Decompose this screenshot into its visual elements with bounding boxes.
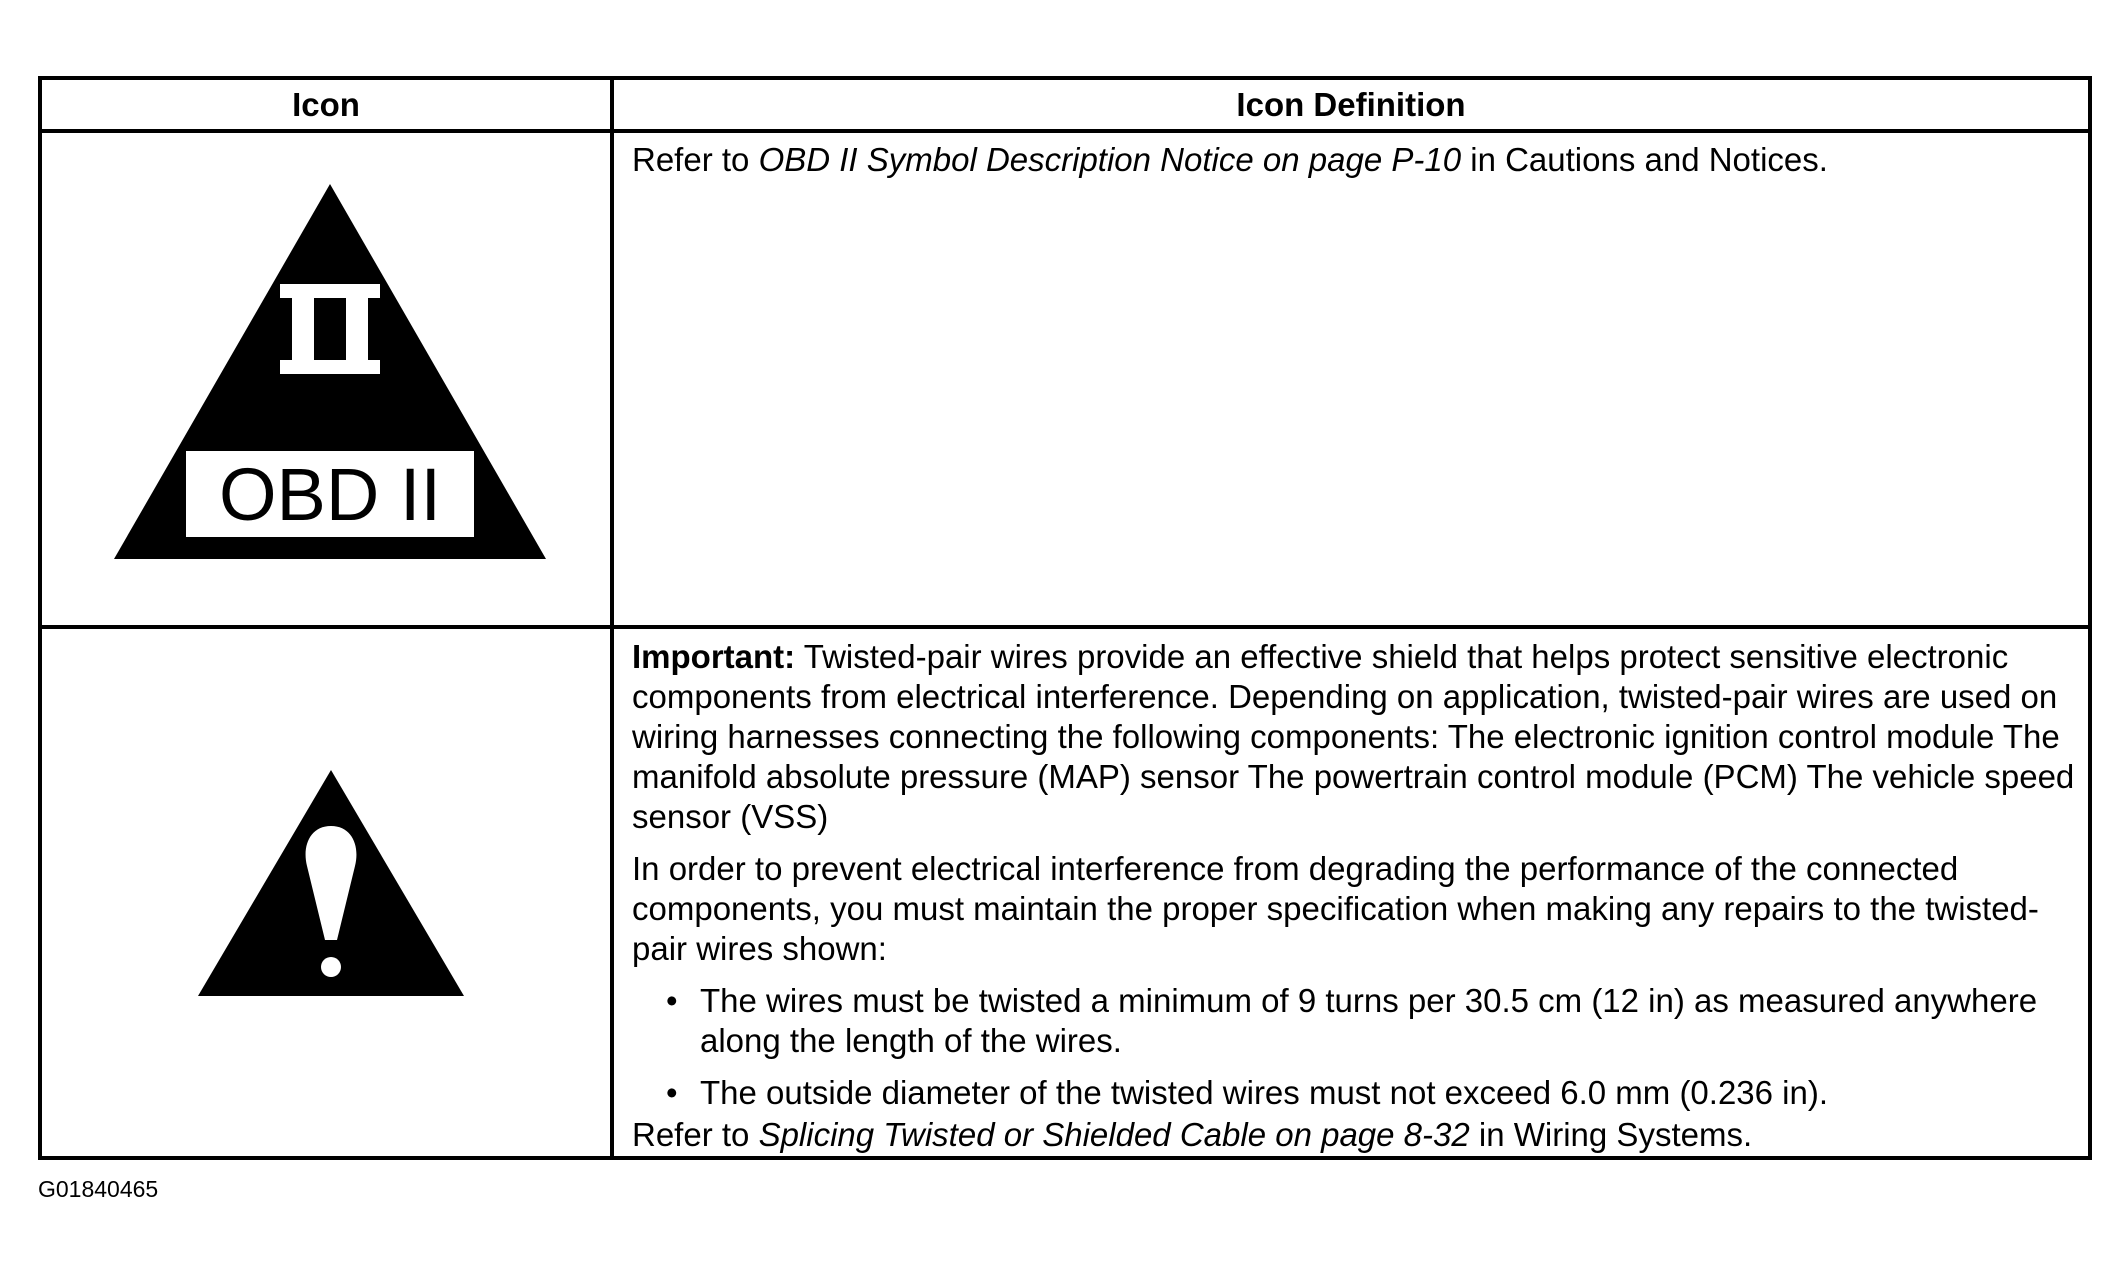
obd-notice-reference: OBD II Symbol Description Notice on page P-10 [758,141,1462,178]
list-item: • The outside diameter of the twisted wires must not exceed 6.0 mm (0.236 in). [632,1073,2082,1113]
obd-refer-prefix: Refer to [632,141,759,178]
splicing-reference-paragraph [632,1115,2082,1155]
twisted-pair-definition-text [632,637,2082,1155]
obd-ii-triangle-icon [114,184,546,569]
specification-paragraph: In order to prevent electrical interference from degrading the performance of the connected components, you must maintain the proper specification when making any repairs to the twisted-pair wires shown: [632,850,2039,967]
obd-ii-icon-label: OBD II [218,453,442,536]
figure-id: G01840465 [38,1176,159,1202]
caution-triangle-icon [198,770,464,1001]
important-text: Twisted-pair wires provide an effective shield that helps protect sensitive electronic components from electrical interference. Depending on application, twisted-pair wires are used on wiring harnesses connecting the following components: The electronic ignition control module The manifold absolute pressure (MAP) sensor The powertrain control module (PCM) The vehicle speed sensor (VSS) [632,638,2075,835]
obd-refer-suffix: in Cautions and Notices. [1461,141,1828,178]
important-paragraph [632,637,2082,837]
header-icon-definition: Icon Definition [1236,86,1466,123]
icon-definition-table [38,76,2092,1160]
important-label: Important: [632,638,796,675]
splicing-reference: Splicing Twisted or Shielded Cable on page 8-32 [758,1116,1470,1153]
list-item: • The wires must be twisted a minimum of 9 turns per 30.5 cm (12 in) as measured anywhere along the length of the wires. [632,981,2082,1061]
row-divider [42,625,2088,629]
obd-definition-text [632,140,2082,180]
splicing-refer-suffix: in Wiring Systems. [1469,1116,1753,1153]
splicing-refer-prefix: Refer to [632,1116,759,1153]
column-divider [610,80,614,1156]
specification-list [632,981,2082,1113]
header-icon: Icon [292,86,360,123]
